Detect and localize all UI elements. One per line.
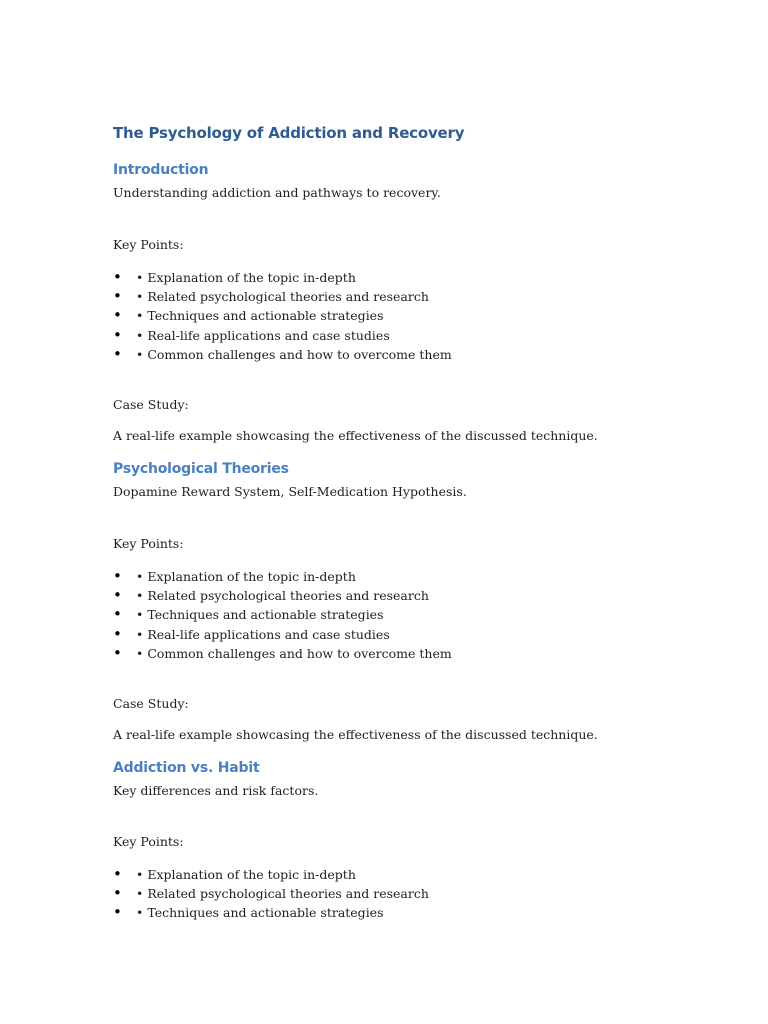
- list-item-text: • Techniques and actionable strategies: [136, 905, 384, 921]
- section-heading-addiction-vs-habit: Addiction vs. Habit: [113, 760, 260, 776]
- bullet-icon: •: [113, 325, 122, 344]
- list-item-text: • Explanation of the topic in-depth: [136, 569, 356, 584]
- case-study-text: A real-life example showcasing the effectiveness of the discussed technique.: [113, 727, 598, 742]
- bullet-icon: •: [113, 903, 122, 922]
- key-points-label: Key Points:: [113, 237, 184, 252]
- bullet-icon: •: [113, 605, 122, 624]
- list-item-text: • Related psychological theories and research: [136, 588, 429, 604]
- list-item-text: • Techniques and actionable strategies: [136, 308, 384, 324]
- list-item-text: • Real-life applications and case studies: [136, 327, 390, 343]
- list-item-text: • Common challenges and how to overcome them: [136, 346, 452, 362]
- key-points-label: Key Points:: [113, 834, 184, 849]
- list-item-text: • Common challenges and how to overcome them: [136, 645, 452, 661]
- document-title: The Psychology of Addiction and Recovery: [113, 124, 465, 142]
- bullet-icon: •: [113, 586, 122, 605]
- key-points-label: Key Points:: [113, 536, 184, 551]
- list-item-text: • Related psychological theories and research: [136, 289, 429, 305]
- list-item-text: • Real-life applications and case studies: [136, 626, 390, 642]
- bullet-icon: •: [113, 624, 122, 643]
- section-heading-introduction: Introduction: [113, 162, 209, 178]
- section-summary-introduction: Understanding addiction and pathways to recovery.: [113, 185, 441, 200]
- bullet-icon: •: [113, 344, 122, 363]
- list-item-text: • Explanation of the topic in-depth: [136, 270, 356, 285]
- case-study-label: Case Study:: [113, 696, 189, 711]
- bullet-icon: •: [113, 567, 122, 585]
- bullet-icon: •: [113, 884, 122, 903]
- list-item-text: • Techniques and actionable strategies: [136, 607, 384, 623]
- list-item-text: • Related psychological theories and research: [136, 886, 429, 902]
- bullet-icon: •: [113, 865, 122, 883]
- section-heading-psychological-theories: Psychological Theories: [113, 461, 289, 477]
- section-summary-psychological-theories: Dopamine Reward System, Self-Medication Hypothesis.: [113, 484, 467, 499]
- case-study-text: A real-life example showcasing the effectiveness of the discussed technique.: [113, 428, 598, 443]
- bullet-icon: •: [113, 306, 122, 325]
- list-item-text: • Explanation of the topic in-depth: [136, 867, 356, 882]
- case-study-label: Case Study:: [113, 397, 189, 412]
- bullet-icon: •: [113, 268, 122, 286]
- bullet-icon: •: [113, 287, 122, 306]
- bullet-icon: •: [113, 643, 122, 662]
- section-summary-addiction-vs-habit: Key differences and risk factors.: [113, 783, 319, 798]
